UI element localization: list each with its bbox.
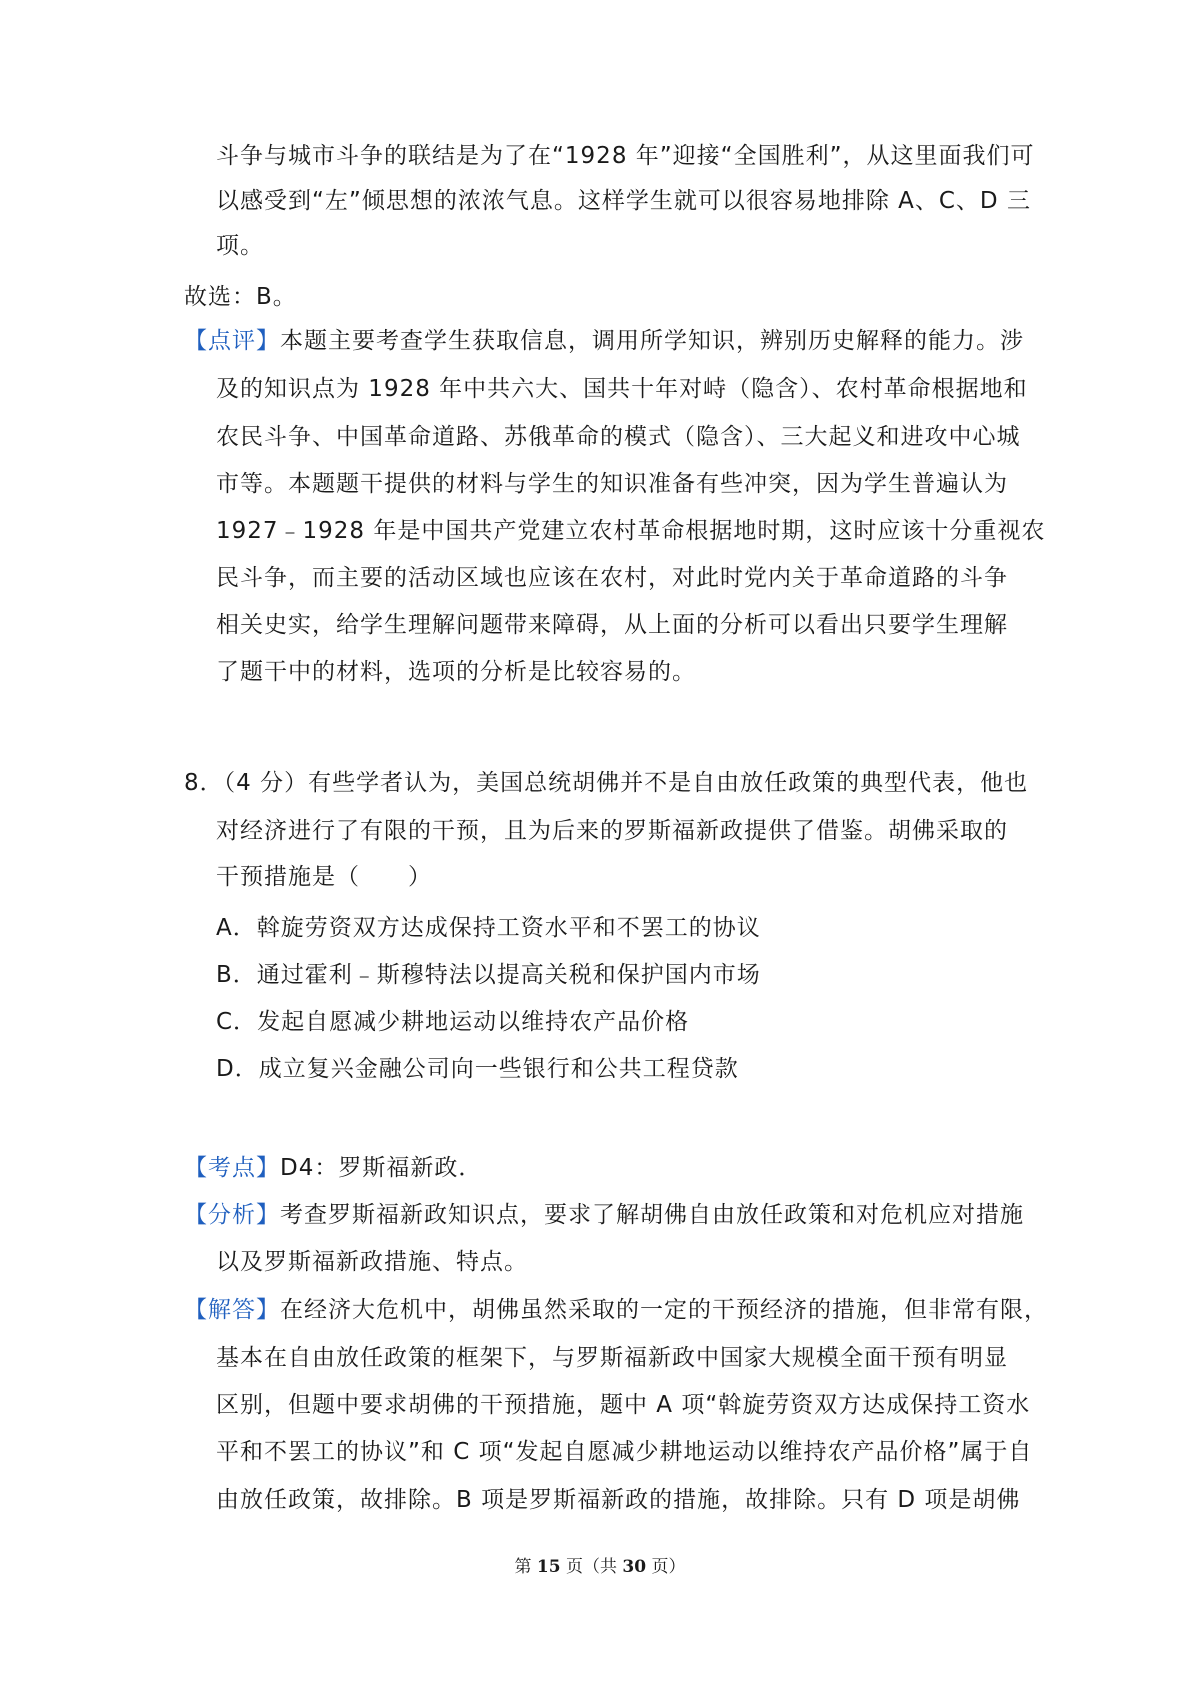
review-text: 本题主要考查学生获取信息，调用所学知识，辨别历史解释的能力。涉 — [280, 328, 1024, 354]
option-text: 斡旋劳资双方达成保持工资水平和不罢工的协议 — [256, 915, 761, 941]
option-text: 通过霍利﹣斯穆特法以提高关税和保护国内市场 — [256, 962, 761, 988]
option-a — [216, 913, 761, 943]
fenxi-tag: 【分析】 — [184, 1202, 280, 1228]
review-line: 市等。本题题干提供的材料与学生的知识准备有些冲突，因为学生普遍认为 — [216, 471, 1008, 497]
kaodian-line — [184, 1153, 482, 1183]
option-key: D． — [216, 1056, 259, 1082]
option-text: 成立复兴金融公司向一些银行和公共工程贷款 — [258, 1056, 739, 1082]
question-number: 8． — [184, 770, 224, 796]
question-stem-line: 对经济进行了有限的干预，且为后来的罗斯福新政提供了借鉴。胡佛采取的 — [216, 818, 1008, 844]
review-tag: 【点评】 — [184, 328, 280, 354]
footer-suffix: 页） — [646, 1557, 686, 1577]
fenxi-text: 考查罗斯福新政知识点，要求了解胡佛自由放任政策和对危机应对措施 — [280, 1202, 1024, 1228]
review-line: 及的知识点为 1928 年中共六大、国共十年对峙（隐含）、农村革命根据地和 — [216, 376, 1028, 402]
option-d — [216, 1054, 739, 1084]
question-stem-line: 干预措施是（ ） — [216, 864, 432, 890]
review-line: 1927﹣1928 年是中国共产党建立农村革命根据地时期，这时应该十分重视农 — [216, 518, 1046, 544]
jieda-line: 由放任政策，故排除。B 项是罗斯福新政的措施，故排除。只有 D 项是胡佛 — [216, 1487, 1021, 1513]
explanation-line: 斗争与城市斗争的联结是为了在“1928 年”迎接“全国胜利”，从这里面我们可 — [216, 143, 1035, 169]
option-key: B． — [216, 962, 257, 988]
jieda-line: 平和不罢工的协议”和 C 项“发起自愿减少耕地运动以维持农产品价格”属于自 — [216, 1439, 1033, 1465]
review-line: 相关史实，给学生理解问题带来障碍，从上面的分析可以看出只要学生理解 — [216, 612, 1008, 638]
answer-line: 故选：B。 — [184, 284, 297, 310]
review-line: 农民斗争、中国革命道路、苏俄革命的模式（隐含）、三大起义和进攻中心城 — [216, 424, 1021, 450]
review-line: 民斗争，而主要的活动区域也应该在农村，对此时党内关于革命道路的斗争 — [216, 565, 1008, 591]
footer-prefix: 第 — [514, 1557, 537, 1577]
current-page-number: 15 — [536, 1557, 561, 1577]
fenxi-first-line — [184, 1200, 1024, 1230]
jieda-text: 在经济大危机中，胡佛虽然采取的一定的干预经济的措施，但非常有限， — [280, 1297, 1048, 1323]
review-first-line — [184, 326, 1024, 356]
option-text: 发起自愿减少耕地运动以维持农产品价格 — [257, 1009, 690, 1035]
question-text: （4 分）有些学者认为，美国总统胡佛并不是自由放任政策的典型代表，他也 — [223, 770, 1029, 796]
option-key: A． — [216, 915, 257, 941]
jieda-tag: 【解答】 — [184, 1297, 280, 1323]
review-line: 了题干中的材料，选项的分析是比较容易的。 — [216, 659, 696, 685]
jieda-line: 区别，但题中要求胡佛的干预措施，题中 A 项“斡旋劳资双方达成保持工资水 — [216, 1392, 1031, 1418]
footer-middle: 页（共 — [560, 1557, 623, 1577]
jieda-first-line — [184, 1295, 1048, 1325]
option-c — [216, 1007, 689, 1037]
kaodian-text: D4：罗斯福新政． — [280, 1155, 483, 1181]
kaodian-tag: 【考点】 — [184, 1155, 280, 1181]
question-stem-first-line — [184, 768, 1028, 798]
page-footer — [0, 1556, 1200, 1578]
jieda-line: 基本在自由放任政策的框架下，与罗斯福新政中国家大规模全面干预有明显 — [216, 1345, 1008, 1371]
fenxi-line: 以及罗斯福新政措施、特点。 — [216, 1249, 528, 1275]
total-pages: 30 — [622, 1557, 647, 1577]
explanation-line: 项。 — [216, 233, 264, 259]
option-key: C． — [216, 1009, 258, 1035]
option-b — [216, 960, 761, 990]
explanation-line: 以感受到“左”倾思想的浓浓气息。这样学生就可以很容易地排除 A、C、D 三 — [216, 188, 1031, 214]
